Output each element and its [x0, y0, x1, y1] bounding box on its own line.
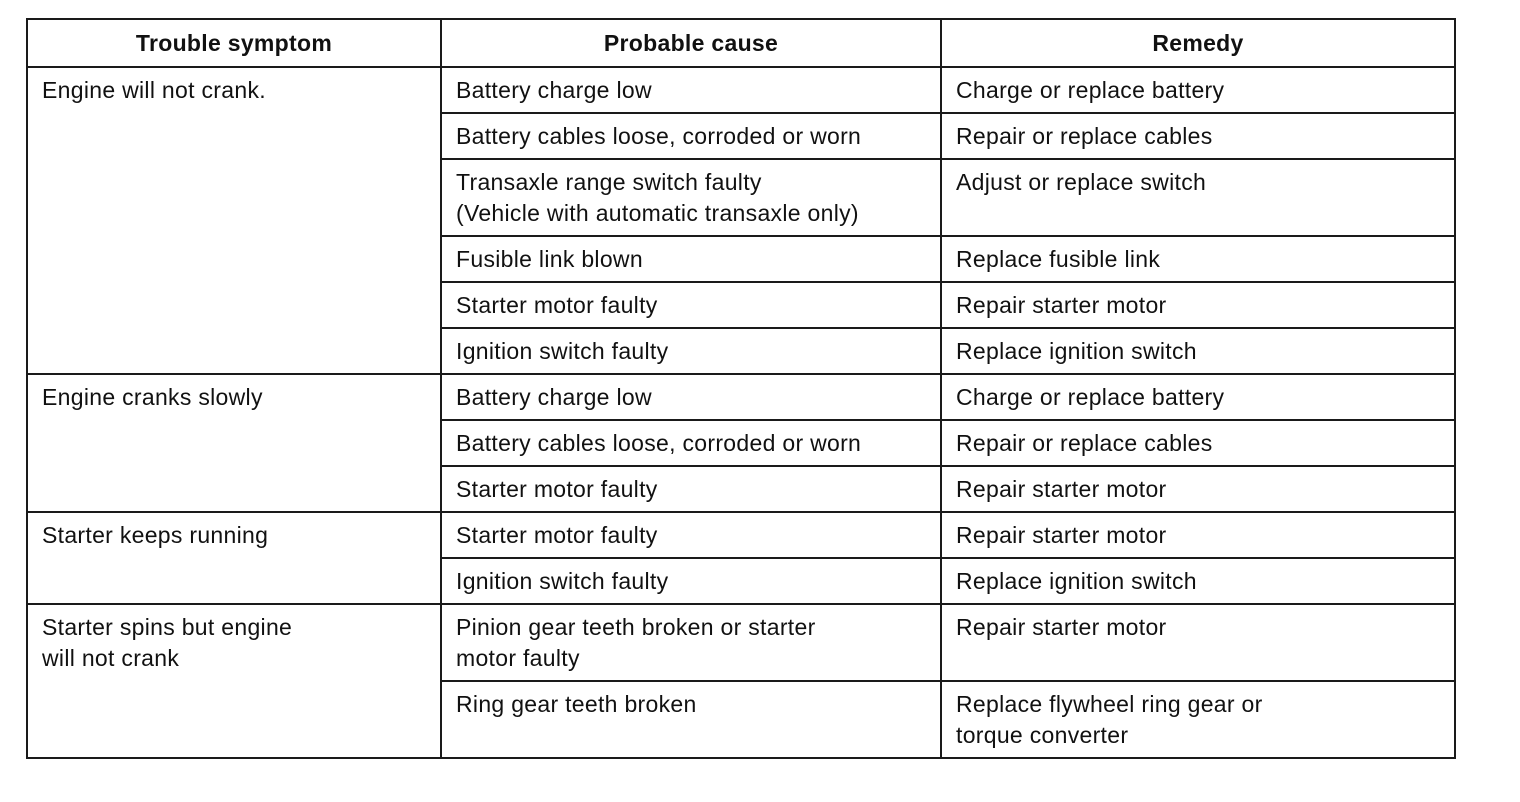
table-header: [27, 19, 1455, 67]
cell-text-line: Starter spins but engine: [42, 614, 293, 640]
remedy-cell: [941, 67, 1455, 113]
cell-text-line: will not crank: [42, 645, 180, 671]
cell-text-line: Repair starter motor: [956, 292, 1167, 318]
cause-cell: [441, 282, 941, 328]
cell-text-line: Replace ignition switch: [956, 568, 1197, 594]
remedy-cell: [941, 159, 1455, 236]
cell-text-line: Repair or replace cables: [956, 123, 1213, 149]
cell-text-line: Repair starter motor: [956, 614, 1167, 640]
cell-text-line: Charge or replace battery: [956, 384, 1225, 410]
cause-cell: [441, 512, 941, 558]
remedy-cell: [941, 681, 1455, 758]
cell-text-line: Replace fusible link: [956, 246, 1161, 272]
cause-cell: [441, 420, 941, 466]
table-row: [27, 374, 1455, 420]
cause-cell: [441, 681, 941, 758]
remedy-cell: [941, 236, 1455, 282]
cell-text-line: Charge or replace battery: [956, 77, 1225, 103]
remedy-cell: [941, 512, 1455, 558]
remedy-cell: [941, 328, 1455, 374]
cell-text-line: Ignition switch faulty: [456, 568, 669, 594]
remedy-cell: [941, 558, 1455, 604]
cell-text-line: motor faulty: [456, 645, 580, 671]
header-trouble-symptom: Trouble symptom: [27, 19, 441, 67]
cell-text-line: Battery cables loose, corroded or worn: [456, 123, 862, 149]
cell-text-line: (Vehicle with automatic transaxle only): [456, 200, 859, 226]
cell-text-line: Repair or replace cables: [956, 430, 1213, 456]
cell-text-line: Battery charge low: [456, 77, 652, 103]
cause-cell: [441, 113, 941, 159]
remedy-cell: [941, 420, 1455, 466]
cell-text-line: Starter motor faulty: [456, 476, 658, 502]
cause-cell: [441, 374, 941, 420]
cause-cell: [441, 466, 941, 512]
remedy-cell: [941, 374, 1455, 420]
header-remedy: Remedy: [941, 19, 1455, 67]
cell-text-line: Ring gear teeth broken: [456, 691, 697, 717]
cell-text-line: Transaxle range switch faulty: [456, 169, 762, 195]
cell-text-line: torque converter: [956, 722, 1129, 748]
cause-cell: [441, 67, 941, 113]
header-row: [27, 19, 1455, 67]
cell-text-line: Replace flywheel ring gear or: [956, 691, 1263, 717]
troubleshooting-table: [26, 18, 1456, 759]
cell-text-line: Engine cranks slowly: [42, 384, 263, 410]
header-probable-cause: Probable cause: [441, 19, 941, 67]
cell-text-line: Repair starter motor: [956, 522, 1167, 548]
table-row: [27, 512, 1455, 558]
remedy-cell: [941, 604, 1455, 681]
cell-text-line: Ignition switch faulty: [456, 338, 669, 364]
cell-text-line: Starter motor faulty: [456, 522, 658, 548]
cause-cell: [441, 558, 941, 604]
symptom-cell: [27, 604, 441, 758]
table-body: [27, 67, 1455, 758]
cell-text-line: Starter keeps running: [42, 522, 269, 548]
cause-cell: [441, 236, 941, 282]
cause-cell: [441, 159, 941, 236]
cell-text-line: Battery cables loose, corroded or worn: [456, 430, 862, 456]
table-row: [27, 67, 1455, 113]
table-row: [27, 604, 1455, 681]
cell-text-line: Pinion gear teeth broken or starter: [456, 614, 816, 640]
cell-text-line: Fusible link blown: [456, 246, 643, 272]
cell-text-line: Starter motor faulty: [456, 292, 658, 318]
cell-text-line: Adjust or replace switch: [956, 169, 1207, 195]
symptom-cell: [27, 67, 441, 374]
cell-text-line: Engine will not crank.: [42, 77, 266, 103]
cause-cell: [441, 604, 941, 681]
cell-text-line: Battery charge low: [456, 384, 652, 410]
remedy-cell: [941, 282, 1455, 328]
cause-cell: [441, 328, 941, 374]
remedy-cell: [941, 466, 1455, 512]
cell-text-line: Repair starter motor: [956, 476, 1167, 502]
remedy-cell: [941, 113, 1455, 159]
cell-text-line: Replace ignition switch: [956, 338, 1197, 364]
symptom-cell: [27, 512, 441, 604]
symptom-cell: [27, 374, 441, 512]
